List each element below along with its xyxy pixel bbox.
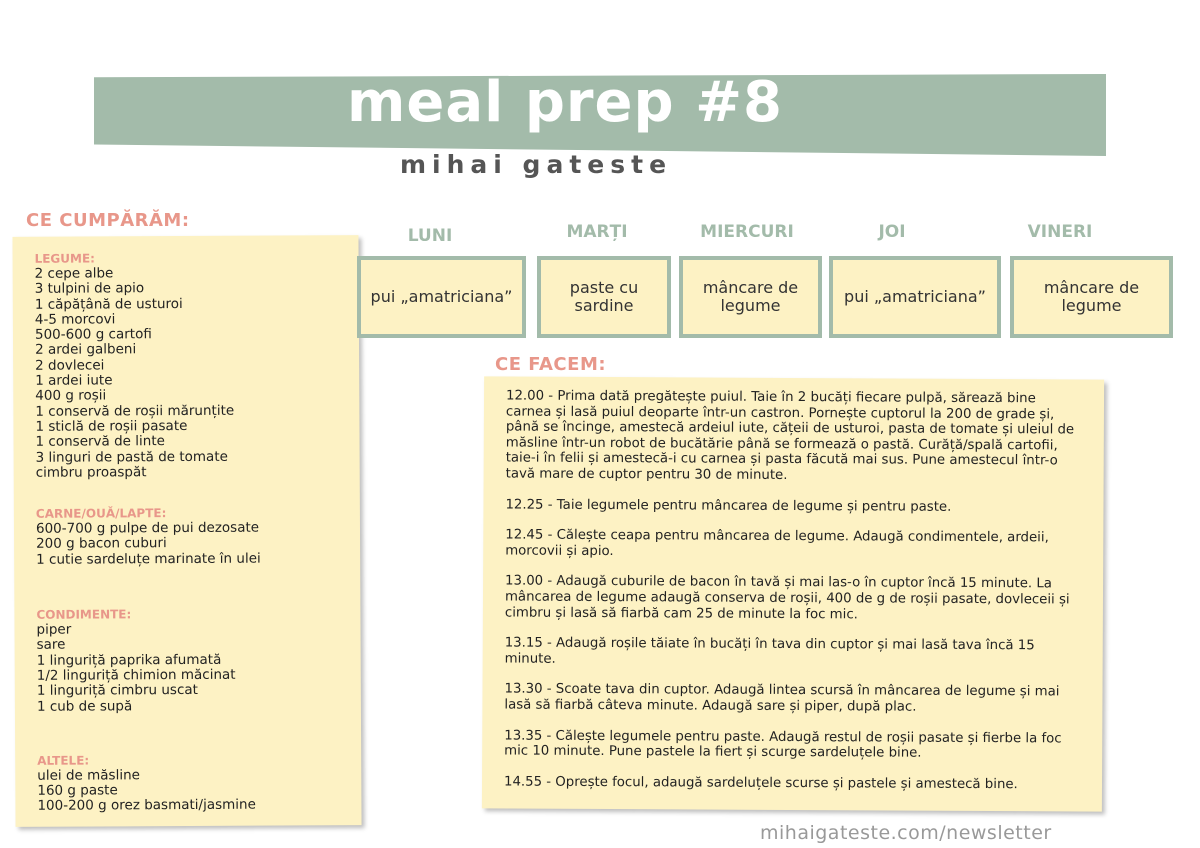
steps-content — [504, 388, 1080, 807]
meal-name: pui „amatriciana” — [844, 287, 986, 306]
list-item: 1 conservă de linte — [35, 433, 165, 451]
list-item: 1/2 linguriță chimion măcinat — [36, 666, 236, 684]
list-item: 200 g bacon cuburi — [36, 535, 167, 553]
list-item: 2 ardei galbeni — [35, 341, 137, 359]
day-label-wednesday: MIERCURI — [700, 222, 794, 242]
step-item: 12.25 - Taie legumele pentru mâncarea de legume și pentru paste. — [505, 497, 952, 515]
list-item: 3 tulpini de apio — [34, 280, 145, 298]
list-item: 500-600 g cartofi — [34, 326, 152, 343]
day-label-monday: LUNI — [407, 226, 453, 246]
step-item: 14.55 - Oprește focul, adaugă sardeluțele scurse și pastele și amestecă bine. — [503, 774, 1018, 792]
step-item: 13.15 - Adaugă roșile tăiate în bucăți în tava din cuptor și mai lasă tava încă 15 minute. — [504, 635, 1035, 667]
list-item: 1 cutie sardeluțe marinate în ulei — [36, 550, 261, 568]
list-item: 1 linguriță cimbru uscat — [36, 682, 198, 700]
list-item: 400 g roșii — [35, 387, 107, 405]
meal-box-friday — [1010, 256, 1173, 338]
list-item: 4-5 morcovi — [34, 311, 116, 328]
category-other — [37, 751, 357, 815]
meal-box-tuesday — [537, 256, 671, 338]
category-vegetables — [35, 249, 356, 481]
list-item: 1 ardei iute — [35, 372, 113, 389]
day-label-thursday: JOI — [878, 222, 906, 242]
category-spices — [36, 605, 357, 714]
meal-name: mâncare de legume — [1043, 278, 1140, 315]
list-item: cimbru proaspăt — [35, 464, 147, 481]
shopping-list-card — [12, 235, 361, 827]
step-item: 12.00 - Prima dată pregătește puiul. Taie în 2 bucăți fiecare pulpă, sărează bine carnea și lasă puiul deoparte într-un castron. Pornește cuptorul la 200 de grade și, până se încinge, amestecă ardeiul iute, cățeii de usturoi, pasta de tomate și uleiul de măsline într-un robot de bucătărie până se formează o pastă. Curăță/spală cartofii, taie-i în felii și amestecă-i cu carnea și pasta făcută mai sus. Pune amestecul într-o tavă mare de cuptor pentru 30 de minute. — [505, 388, 1075, 483]
meal-name: mâncare de legume — [702, 278, 799, 315]
list-item: piper — [36, 621, 72, 638]
newsletter-link[interactable]: mihaigateste.com/newsletter — [760, 822, 1052, 844]
list-item: 600-700 g pulpe de pui dezosate — [35, 519, 260, 537]
list-item: 2 dovlecei — [35, 357, 105, 374]
day-label-friday: VINERI — [1027, 222, 1093, 242]
list-item: ulei de măsline — [37, 767, 140, 784]
day-label-tuesday: MARȚI — [566, 222, 628, 242]
meal-box-wednesday — [679, 256, 822, 338]
step-item: 13.30 - Scoate tava din cuptor. Adaugă lintea scursă în mâncarea de legume și mai lasă să fiarbă câteva minute. Adaugă sare și piper, după plac. — [504, 681, 1060, 715]
shopping-list-content — [35, 247, 358, 814]
step-item: 12.45 - Călește ceapa pentru mâncarea de legume. Adaugă condimentele, ardeii, morcovii și apio. — [505, 527, 1049, 559]
category-label: ALTELE: — [37, 753, 90, 768]
page-title: meal prep #8 — [347, 70, 783, 135]
category-label: CARNE/OUĂ/LAPTE: — [35, 506, 167, 521]
step-item: 13.35 - Călește legumele pentru paste. Adaugă restul de roșii pasate și fierbe la foc mic 10 minute. Pune pastele la fiert și scurge sardeluțele bine. — [504, 727, 1062, 761]
list-item: sare — [36, 636, 66, 654]
shopping-heading: CE CUMPĂRĂM: — [26, 210, 190, 231]
list-item: 160 g paste — [37, 782, 118, 799]
list-item: 1 sticlă de roșii pasate — [35, 417, 188, 435]
list-item: 1 linguriță paprika afumată — [36, 651, 222, 669]
category-label: LEGUME: — [34, 251, 95, 266]
steps-heading: CE FACEM: — [495, 354, 607, 375]
page-subtitle: mihai gateste — [400, 150, 673, 179]
list-item: 1 conservă de roșii mărunțite — [35, 402, 235, 420]
meal-box-thursday — [829, 256, 1001, 338]
list-item: 1 căpățână de usturoi — [34, 295, 183, 313]
steps-card — [482, 376, 1104, 811]
category-meat-eggs-dairy — [36, 504, 356, 568]
meal-box-monday — [357, 256, 526, 338]
list-item: 2 cepe albe — [34, 265, 114, 282]
category-label: CONDIMENTE: — [36, 607, 132, 622]
list-item: 100-200 g orez basmati/jasmine — [37, 797, 256, 815]
meal-name: paste cu sardine — [569, 278, 639, 315]
list-item: 3 linguri de pastă de tomate — [35, 448, 228, 466]
list-item: 1 cub de supă — [36, 697, 133, 715]
step-item: 13.00 - Adaugă cuburile de bacon în tavă și mai las-o în cuptor încă 15 minute. La mâncarea de legume adaugă conserva de roșii, 400 de g de roșii pasate, dovleceii și cimbru și lasă să fiarbă cam 25 de minute la foc mic. — [504, 573, 1070, 622]
meal-name: pui „amatriciana” — [370, 287, 513, 306]
